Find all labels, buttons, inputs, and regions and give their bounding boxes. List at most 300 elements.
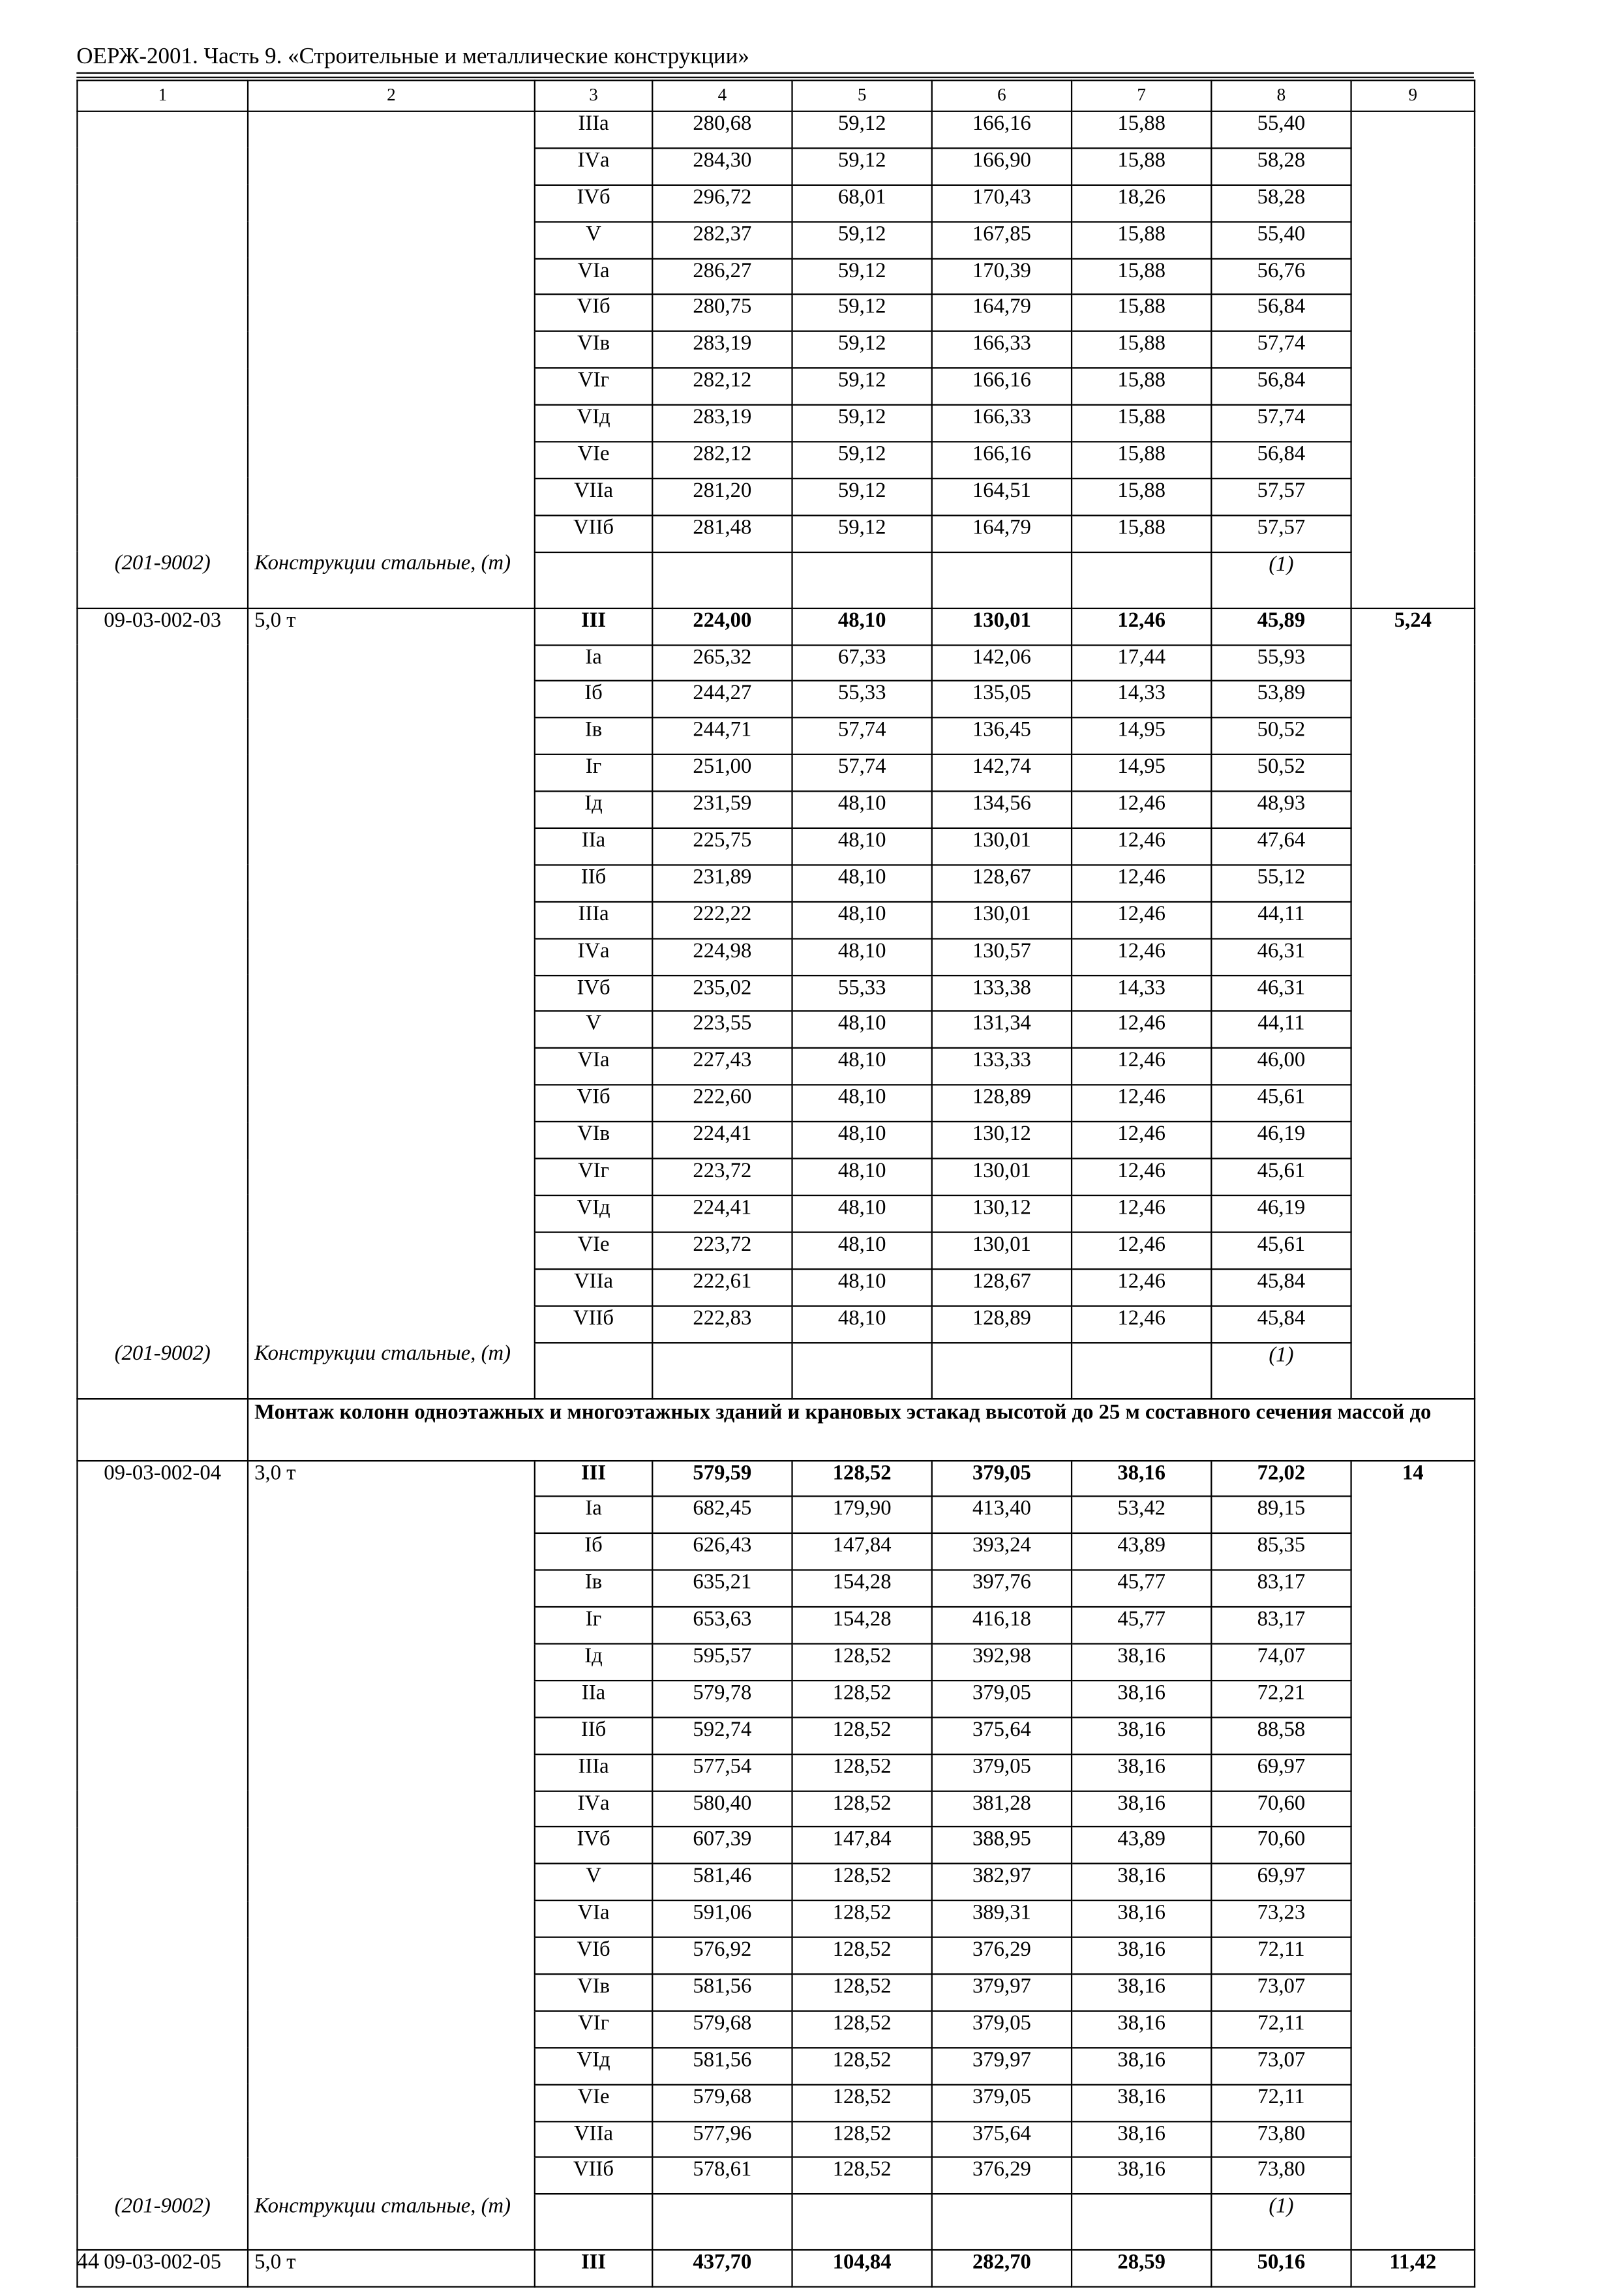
labor-cost <box>1351 2048 1475 2084</box>
labor-cost <box>1351 2158 1475 2194</box>
value-cell: 413,40 <box>932 1497 1072 1533</box>
zone-cell: VIб <box>535 1937 652 1974</box>
value-cell: 128,52 <box>792 1643 932 1680</box>
table-row <box>77 1460 1475 1497</box>
value-cell: 223,55 <box>652 1011 792 1048</box>
resource-unit: (1) <box>1211 1342 1351 1398</box>
rate-code <box>77 1159 248 1195</box>
rate-code <box>77 1195 248 1232</box>
rate-code <box>77 1122 248 1158</box>
value-cell: 12,46 <box>1072 1011 1211 1048</box>
rate-code <box>77 515 248 552</box>
value-cell: 128,52 <box>792 1717 932 1754</box>
value-cell: 142,74 <box>932 755 1072 791</box>
zone-cell: IIа <box>535 1681 652 1717</box>
value-cell: 130,01 <box>932 1159 1072 1195</box>
work-name <box>248 1497 535 1533</box>
work-name <box>248 975 535 1011</box>
work-name <box>248 332 535 368</box>
work-name <box>248 1974 535 2011</box>
value-cell: 376,29 <box>932 2158 1072 2194</box>
rate-code <box>77 1232 248 1268</box>
work-name <box>248 2158 535 2194</box>
value-cell: 15,88 <box>1072 258 1211 295</box>
table-row <box>77 2158 1475 2194</box>
value-cell: 222,83 <box>652 1306 792 1342</box>
rate-code <box>77 148 248 185</box>
labor-cost <box>1351 222 1475 258</box>
value-cell: 38,16 <box>1072 1681 1211 1717</box>
labor-cost <box>1351 865 1475 901</box>
value-cell: 166,33 <box>932 405 1072 441</box>
value-cell: 393,24 <box>932 1534 1072 1570</box>
value-cell: 15,88 <box>1072 405 1211 441</box>
table-row <box>77 1717 1475 1754</box>
value-cell: 280,75 <box>652 295 792 331</box>
value-cell: 38,16 <box>1072 2121 1211 2157</box>
table-row <box>77 1306 1475 1342</box>
table-row <box>77 1681 1475 1717</box>
rate-code <box>77 828 248 865</box>
rate-code <box>77 1937 248 1974</box>
value-cell: 56,76 <box>1211 258 1351 295</box>
empty-cell <box>1351 552 1475 608</box>
rate-code <box>77 718 248 755</box>
value-cell: 128,89 <box>932 1085 1072 1122</box>
value-cell: 55,33 <box>792 975 932 1011</box>
labor-cost <box>1351 2011 1475 2047</box>
empty-cell <box>1072 1342 1211 1398</box>
value-cell: 128,52 <box>792 1460 932 1497</box>
table-row <box>77 332 1475 368</box>
labor-cost <box>1351 515 1475 552</box>
zone-cell: VIа <box>535 1049 652 1085</box>
value-cell: 282,12 <box>652 441 792 478</box>
rates-table <box>76 80 1475 2288</box>
table-row <box>77 1570 1475 1607</box>
value-cell: 128,52 <box>792 1791 932 1827</box>
value-cell: 48,10 <box>792 938 932 975</box>
table-row <box>77 1754 1475 1790</box>
labor-cost <box>1351 2084 1475 2121</box>
value-cell: 72,02 <box>1211 1460 1351 1497</box>
value-cell: 55,12 <box>1211 865 1351 901</box>
value-cell: 128,52 <box>792 2121 932 2157</box>
rate-code <box>77 2048 248 2084</box>
value-cell: 284,30 <box>652 148 792 185</box>
zone-cell: VIIб <box>535 515 652 552</box>
work-name <box>248 148 535 185</box>
value-cell: 133,33 <box>932 1049 1072 1085</box>
value-cell: 282,12 <box>652 368 792 405</box>
value-cell: 15,88 <box>1072 148 1211 185</box>
value-cell: 128,52 <box>792 1864 932 1900</box>
value-cell: 392,98 <box>932 1643 1072 1680</box>
value-cell: 15,88 <box>1072 515 1211 552</box>
work-name: 5,0 т <box>248 608 535 644</box>
value-cell: 224,00 <box>652 608 792 644</box>
rate-code <box>77 1534 248 1570</box>
labor-cost <box>1351 1717 1475 1754</box>
labor-cost <box>1351 1827 1475 1864</box>
zone-cell: Iв <box>535 718 652 755</box>
value-cell: 128,52 <box>792 2011 932 2047</box>
value-cell: 147,84 <box>792 1534 932 1570</box>
rate-code <box>77 1900 248 1937</box>
work-name: 3,0 т <box>248 1460 535 1497</box>
value-cell: 88,58 <box>1211 1717 1351 1754</box>
value-cell: 416,18 <box>932 1607 1072 1643</box>
labor-cost <box>1351 1159 1475 1195</box>
value-cell: 296,72 <box>652 185 792 221</box>
rate-code <box>77 1607 248 1643</box>
section-title: Монтаж колонн одноэтажных и многоэтажных зданий и крановых эстакад высотой до 25 м составного сечения массой до <box>248 1398 1475 1460</box>
value-cell: 224,41 <box>652 1195 792 1232</box>
value-cell: 59,12 <box>792 148 932 185</box>
value-cell: 225,75 <box>652 828 792 865</box>
zone-cell: VIе <box>535 2084 652 2121</box>
value-cell: 154,28 <box>792 1607 932 1643</box>
value-cell: 15,88 <box>1072 332 1211 368</box>
value-cell: 48,10 <box>792 828 932 865</box>
rate-code <box>77 185 248 221</box>
work-name <box>248 2048 535 2084</box>
labor-cost <box>1351 479 1475 515</box>
value-cell: 179,90 <box>792 1497 932 1533</box>
value-cell: 12,46 <box>1072 1049 1211 1085</box>
table-row <box>77 148 1475 185</box>
value-cell: 166,16 <box>932 112 1072 148</box>
value-cell: 85,35 <box>1211 1534 1351 1570</box>
work-name <box>248 441 535 478</box>
labor-cost <box>1351 295 1475 331</box>
value-cell: 15,88 <box>1072 479 1211 515</box>
value-cell: 12,46 <box>1072 938 1211 975</box>
empty-cell <box>1072 552 1211 608</box>
resource-code <box>77 552 248 608</box>
value-cell: 48,10 <box>792 1011 932 1048</box>
value-cell: 73,23 <box>1211 1900 1351 1937</box>
value-cell: 164,51 <box>932 479 1072 515</box>
rate-code <box>77 792 248 828</box>
value-cell: 59,12 <box>792 441 932 478</box>
value-cell: 43,89 <box>1072 1534 1211 1570</box>
resource-name-text: Конструкции стальные, (т) <box>254 2194 511 2219</box>
value-cell: 381,28 <box>932 1791 1072 1827</box>
rate-code <box>77 2158 248 2194</box>
value-cell: 128,67 <box>932 865 1072 901</box>
value-cell: 48,10 <box>792 1232 932 1268</box>
rate-code <box>77 1011 248 1048</box>
value-cell: 376,29 <box>932 1937 1072 1974</box>
value-cell: 128,67 <box>932 1268 1072 1305</box>
empty-cell <box>535 2194 652 2251</box>
value-cell: 45,89 <box>1211 608 1351 644</box>
value-cell: 12,46 <box>1072 1085 1211 1122</box>
table-row <box>77 718 1475 755</box>
work-name <box>248 1607 535 1643</box>
labor-cost <box>1351 755 1475 791</box>
value-cell: 12,46 <box>1072 1232 1211 1268</box>
value-cell: 15,88 <box>1072 222 1211 258</box>
zone-cell: V <box>535 222 652 258</box>
work-name <box>248 1717 535 1754</box>
value-cell: 44,11 <box>1211 902 1351 938</box>
page-header: ОЕРЖ-2001. Часть 9. «Строительные и металлические конструкции» <box>76 44 749 70</box>
labor-cost <box>1351 258 1475 295</box>
empty-cell <box>652 552 792 608</box>
labor-cost <box>1351 938 1475 975</box>
rate-code <box>77 1085 248 1122</box>
zone-cell: VIв <box>535 1974 652 2011</box>
zone-cell: Iд <box>535 1643 652 1680</box>
value-cell: 38,16 <box>1072 1900 1211 1937</box>
value-cell: 142,06 <box>932 644 1072 681</box>
resource-name-text: Конструкции стальные, (т) <box>254 1342 511 1366</box>
value-cell: 164,79 <box>932 295 1072 331</box>
value-cell: 577,54 <box>652 1754 792 1790</box>
work-name <box>248 1195 535 1232</box>
value-cell: 227,43 <box>652 1049 792 1085</box>
value-cell: 170,39 <box>932 258 1072 295</box>
value-cell: 581,56 <box>652 2048 792 2084</box>
rate-code <box>77 938 248 975</box>
value-cell: 48,10 <box>792 1085 932 1122</box>
resource-code-text: (201-9002) <box>114 2194 211 2219</box>
zone-cell: Iб <box>535 681 652 718</box>
value-cell: 38,16 <box>1072 1791 1211 1827</box>
zone-cell: VIд <box>535 1195 652 1232</box>
value-cell: 389,31 <box>932 1900 1072 1937</box>
empty-cell <box>932 2194 1072 2251</box>
header-rule-thin <box>76 77 1474 78</box>
value-cell: 128,52 <box>792 2084 932 2121</box>
rate-code <box>77 258 248 295</box>
zone-cell: VIб <box>535 1085 652 1122</box>
rate-code <box>77 368 248 405</box>
value-cell: 282,37 <box>652 222 792 258</box>
work-name <box>248 1900 535 1937</box>
value-cell: 59,12 <box>792 258 932 295</box>
table-row <box>77 2011 1475 2047</box>
rate-code <box>77 441 248 478</box>
work-name: 5,0 т <box>248 2251 535 2287</box>
value-cell: 59,12 <box>792 405 932 441</box>
zone-cell: IVб <box>535 975 652 1011</box>
value-cell: 244,27 <box>652 681 792 718</box>
table-row <box>77 1791 1475 1827</box>
value-cell: 38,16 <box>1072 1864 1211 1900</box>
resource-code <box>77 2194 248 2251</box>
table-row <box>77 1049 1475 1085</box>
zone-cell: VIIб <box>535 1306 652 1342</box>
value-cell: 55,40 <box>1211 112 1351 148</box>
value-cell: 45,77 <box>1072 1607 1211 1643</box>
value-cell: 12,46 <box>1072 1268 1211 1305</box>
work-name <box>248 1643 535 1680</box>
value-cell: 164,79 <box>932 515 1072 552</box>
zone-cell: VIг <box>535 2011 652 2047</box>
value-cell: 12,46 <box>1072 1195 1211 1232</box>
labor-cost <box>1351 1681 1475 1717</box>
labor-cost <box>1351 1306 1475 1342</box>
value-cell: 58,28 <box>1211 185 1351 221</box>
empty-cell <box>932 552 1072 608</box>
table-row <box>77 368 1475 405</box>
table-row <box>77 865 1475 901</box>
value-cell: 595,57 <box>652 1643 792 1680</box>
labor-cost <box>1351 1791 1475 1827</box>
work-name <box>248 405 535 441</box>
value-cell: 72,11 <box>1211 2011 1351 2047</box>
work-name <box>248 755 535 791</box>
work-name <box>248 1122 535 1158</box>
empty-cell <box>652 2194 792 2251</box>
empty-cell <box>1351 1342 1475 1398</box>
rate-code <box>77 295 248 331</box>
page-number: 44 <box>76 2249 100 2275</box>
value-cell: 166,16 <box>932 441 1072 478</box>
value-cell: 48,93 <box>1211 792 1351 828</box>
work-name <box>248 1159 535 1195</box>
rate-code <box>77 2011 248 2047</box>
value-cell: 59,12 <box>792 332 932 368</box>
labor-cost <box>1351 441 1475 478</box>
rate-code <box>77 1754 248 1790</box>
rate-code <box>77 1497 248 1533</box>
column-number: 8 <box>1211 80 1351 111</box>
value-cell: 18,26 <box>1072 185 1211 221</box>
value-cell: 72,11 <box>1211 2084 1351 2121</box>
labor-cost: 5,24 <box>1351 608 1475 644</box>
labor-cost <box>1351 2121 1475 2157</box>
zone-cell: III <box>535 608 652 644</box>
labor-cost <box>1351 368 1475 405</box>
zone-cell: IIIа <box>535 902 652 938</box>
value-cell: 281,48 <box>652 515 792 552</box>
labor-cost <box>1351 975 1475 1011</box>
value-cell: 379,05 <box>932 1681 1072 1717</box>
value-cell: 15,88 <box>1072 441 1211 478</box>
value-cell: 224,41 <box>652 1122 792 1158</box>
zone-cell: IIб <box>535 1717 652 1754</box>
value-cell: 235,02 <box>652 975 792 1011</box>
work-name <box>248 1754 535 1790</box>
value-cell: 653,63 <box>652 1607 792 1643</box>
value-cell: 577,96 <box>652 2121 792 2157</box>
column-number: 5 <box>792 80 932 111</box>
empty-cell <box>792 2194 932 2251</box>
value-cell: 576,92 <box>652 1937 792 1974</box>
labor-cost <box>1351 1122 1475 1158</box>
value-cell: 48,10 <box>792 865 932 901</box>
value-cell: 38,16 <box>1072 1937 1211 1974</box>
value-cell: 57,74 <box>1211 332 1351 368</box>
work-name <box>248 1232 535 1268</box>
table-row <box>77 405 1475 441</box>
zone-cell: IIIа <box>535 1754 652 1790</box>
value-cell: 55,33 <box>792 681 932 718</box>
value-cell: 89,15 <box>1211 1497 1351 1533</box>
zone-cell: VIд <box>535 2048 652 2084</box>
value-cell: 46,31 <box>1211 975 1351 1011</box>
section-title-row <box>77 1398 1475 1460</box>
table-row <box>77 1497 1475 1533</box>
rate-code <box>77 1681 248 1717</box>
value-cell: 59,12 <box>792 368 932 405</box>
labor-cost <box>1351 1085 1475 1122</box>
column-number: 6 <box>932 80 1072 111</box>
labor-cost <box>1351 148 1475 185</box>
rate-code <box>77 865 248 901</box>
value-cell: 635,21 <box>652 1570 792 1607</box>
labor-cost <box>1351 644 1475 681</box>
value-cell: 73,80 <box>1211 2121 1351 2157</box>
zone-cell: Iа <box>535 1497 652 1533</box>
column-number: 4 <box>652 80 792 111</box>
table-row <box>77 828 1475 865</box>
value-cell: 130,01 <box>932 1232 1072 1268</box>
value-cell: 244,71 <box>652 718 792 755</box>
rate-code <box>77 975 248 1011</box>
value-cell: 45,77 <box>1072 1570 1211 1607</box>
table-row <box>77 2121 1475 2157</box>
value-cell: 592,74 <box>652 1717 792 1754</box>
value-cell: 128,52 <box>792 1900 932 1937</box>
value-cell: 388,95 <box>932 1827 1072 1864</box>
value-cell: 59,12 <box>792 222 932 258</box>
value-cell: 280,68 <box>652 112 792 148</box>
value-cell: 170,43 <box>932 185 1072 221</box>
value-cell: 83,17 <box>1211 1607 1351 1643</box>
value-cell: 283,19 <box>652 332 792 368</box>
column-number: 3 <box>535 80 652 111</box>
value-cell: 167,85 <box>932 222 1072 258</box>
value-cell: 38,16 <box>1072 2158 1211 2194</box>
table-row <box>77 975 1475 1011</box>
work-name <box>248 258 535 295</box>
value-cell: 166,33 <box>932 332 1072 368</box>
labor-cost <box>1351 1232 1475 1268</box>
value-cell: 222,22 <box>652 902 792 938</box>
table-row <box>77 1864 1475 1900</box>
empty-cell <box>792 1342 932 1398</box>
value-cell: 50,52 <box>1211 718 1351 755</box>
value-cell: 147,84 <box>792 1827 932 1864</box>
empty-cell <box>792 552 932 608</box>
empty-cell <box>932 1342 1072 1398</box>
value-cell: 70,60 <box>1211 1791 1351 1827</box>
table-row <box>77 295 1475 331</box>
value-cell: 12,46 <box>1072 828 1211 865</box>
value-cell: 154,28 <box>792 1570 932 1607</box>
empty-cell <box>1072 2194 1211 2251</box>
work-name <box>248 185 535 221</box>
zone-cell: Iб <box>535 1534 652 1570</box>
rate-code <box>77 1974 248 2011</box>
zone-cell: VIв <box>535 1122 652 1158</box>
value-cell: 397,76 <box>932 1570 1072 1607</box>
column-number: 1 <box>77 80 248 111</box>
column-number: 7 <box>1072 80 1211 111</box>
value-cell: 73,07 <box>1211 2048 1351 2084</box>
resource-unit: (1) <box>1211 2194 1351 2251</box>
value-cell: 375,64 <box>932 2121 1072 2157</box>
table-body <box>77 80 1475 2287</box>
value-cell: 57,57 <box>1211 515 1351 552</box>
empty-cell <box>535 1342 652 1398</box>
labor-cost <box>1351 1864 1475 1900</box>
